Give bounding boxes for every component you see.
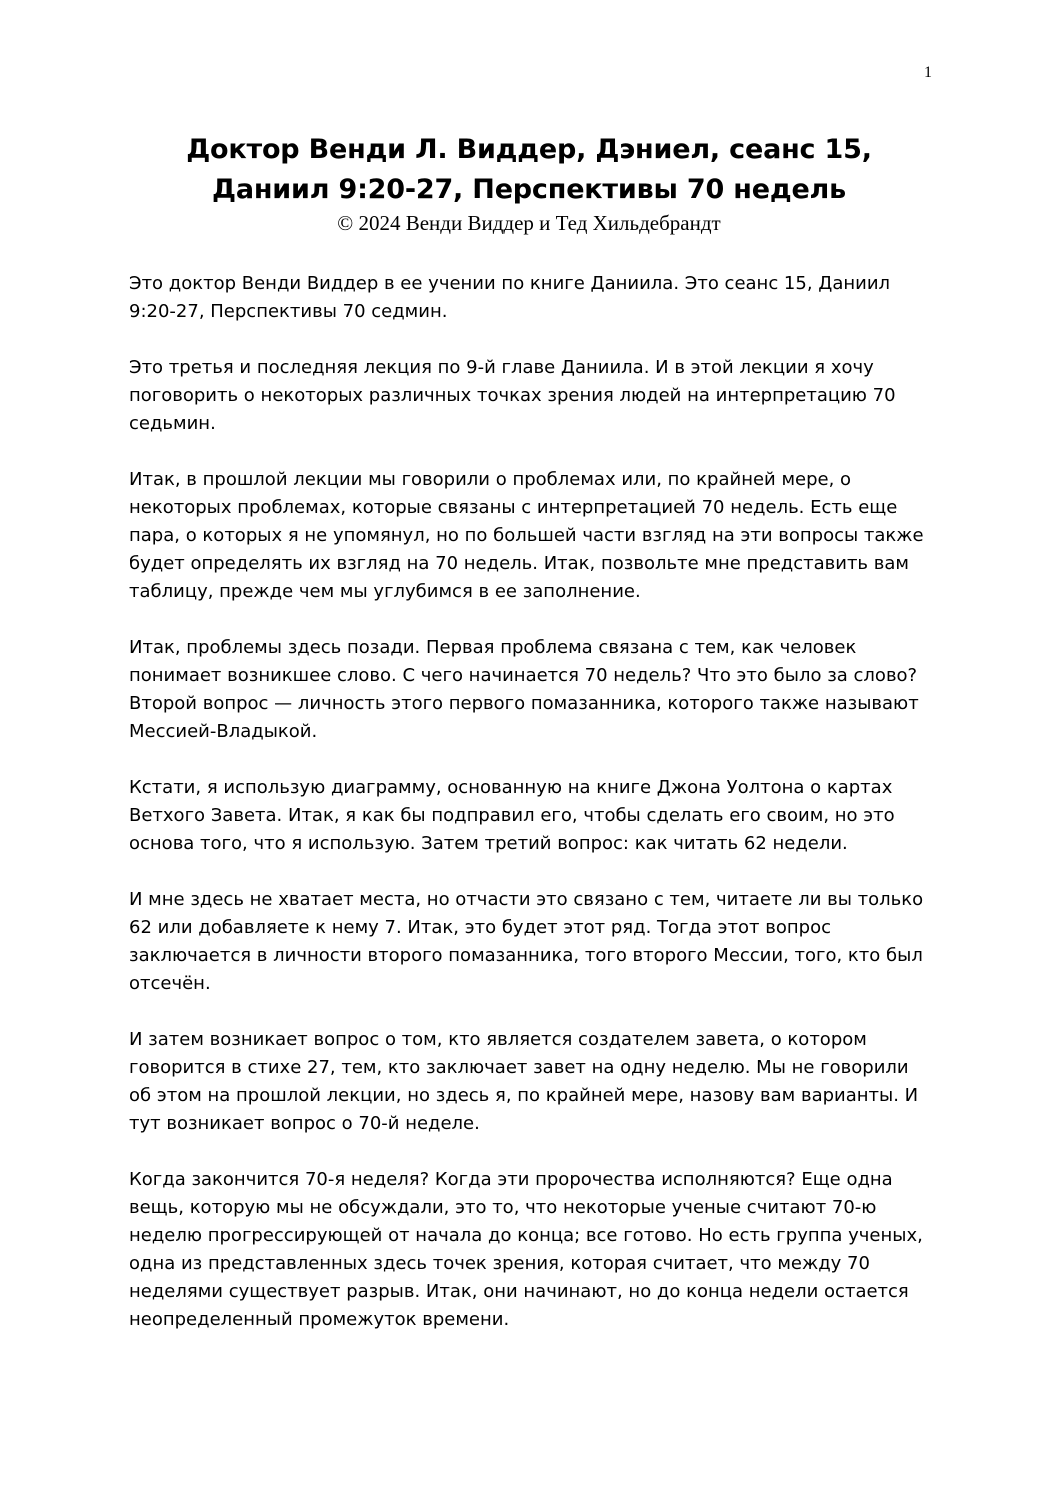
paragraph: Это третья и последняя лекция по 9-й главе Даниила. И в этой лекции я хочу поговорить о некоторых различных точках зрения людей на интерпретацию 70 седьмин. — [129, 357, 896, 434]
page-number: 1 — [924, 64, 932, 81]
document-body — [129, 270, 929, 1362]
paragraph: И затем возникает вопрос о том, кто является создателем завета, о котором говорится в стихе 27, тем, кто заключает завет на одну неделю. Мы не говорили об этом на прошлой лекции, но здесь я, по крайней мере, назову вам варианты. И тут возникает вопрос о 70-й неделе. — [129, 1029, 919, 1134]
copyright-notice: © 2024 Венди Виддер и Тед Хильдебрандт — [337, 211, 721, 235]
paragraph: Когда закончится 70-я неделя? Когда эти пророчества исполняются? Еще одна вещь, которую мы не обсуждали, это то, что некоторые ученые считают 70-ю неделю прогрессирующей от начала до конца; все готово. Но есть группа ученых, одна из представленных здесь точек зрения, которая считает, что между 70 неделями существует разрыв. Итак, они начинают, но до конца недели остается неопределенный промежуток времени. — [129, 1169, 923, 1330]
paragraph: И мне здесь не хватает места, но отчасти это связано с тем, читаете ли вы только 62 или добавляете к нему 7. Итак, это будет этот ряд. Тогда этот вопрос заключается в личности второго помазанника, того второго Мессии, того, кто был отсечён. — [129, 889, 924, 994]
paragraph: Итак, в прошлой лекции мы говорили о проблемах или, по крайней мере, о некоторых проблемах, которые связаны с интерпретацией 70 недель. Есть еще пара, о которых я не упомянул, но по большей части взгляд на эти вопросы также будет определять их взгляд на 70 недель. Итак, позвольте мне представить вам таблицу, прежде чем мы углубимся в ее заполнение. — [129, 469, 924, 602]
paragraph: Это доктор Венди Виддер в ее учении по книге Даниила. Это сеанс 15, Даниил 9:20-27, Перспективы 70 седмин. — [129, 273, 891, 322]
document-header — [100, 130, 958, 236]
paragraph: Итак, проблемы здесь позади. Первая проблема связана с тем, как человек понимает возникшее слово. С чего начинается 70 недель? Что это было за слово? Второй вопрос — личность этого первого помазанника, которого также называют Мессией-Владыкой. — [129, 637, 919, 742]
document-title-line-1: Доктор Венди Л. Виддер, Дэниел, сеанс 15, — [186, 134, 872, 165]
document-title-line-2: Даниил 9:20-27, Перспективы 70 недель — [211, 174, 847, 205]
paragraph: Кстати, я использую диаграмму, основанную на книге Джона Уолтона о картах Ветхого Завета. Итак, я как бы подправил его, чтобы сделать его своим, но это основа того, что я использую. Затем третий вопрос: как читать 62 недели. — [129, 777, 895, 854]
